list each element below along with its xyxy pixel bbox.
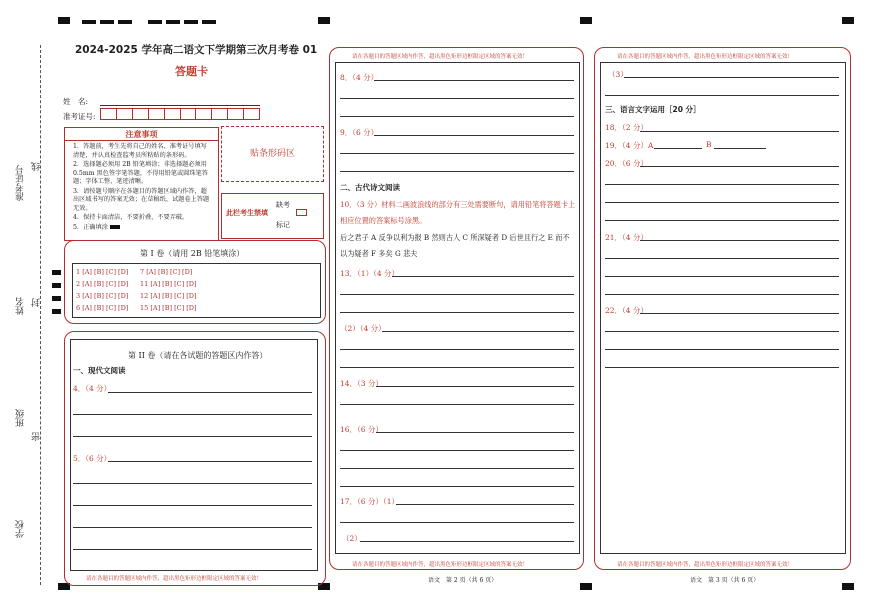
answer-line[interactable] [605, 331, 839, 332]
answer-line[interactable] [605, 276, 839, 277]
page-subtitle: 答题卡 [175, 65, 208, 78]
choice-row[interactable]: 2 [A] [B] [C] [D] [76, 280, 129, 288]
registration-mark [318, 17, 330, 24]
choice-row[interactable]: 12 [A] [B] [C] [D] [140, 292, 197, 300]
answer-line[interactable] [73, 549, 312, 550]
registration-mark [58, 17, 70, 24]
question-17-1-label: 17．（6 分）（1） [340, 497, 399, 506]
notes-item: 1．答题前，考生先将自己的姓名、准考证号填写清楚，并认真检查监考员所粘贴的条形码。 [73, 143, 207, 159]
registration-mark [52, 270, 61, 275]
answer-line-a[interactable] [654, 148, 702, 149]
answer-line[interactable] [340, 349, 574, 350]
answer-line[interactable] [396, 504, 574, 505]
registration-mark [842, 583, 854, 590]
registration-mark [52, 296, 61, 301]
answer-line[interactable] [640, 240, 839, 241]
registration-mark [580, 583, 592, 590]
answer-line[interactable] [340, 367, 574, 368]
answer-line[interactable] [340, 468, 574, 469]
registration-mark [52, 309, 61, 314]
answer-line[interactable] [374, 80, 574, 81]
answer-line[interactable] [340, 98, 574, 99]
registration-mark [842, 17, 854, 24]
barcode-area [221, 126, 324, 182]
answer-line[interactable] [605, 220, 839, 221]
answer-line[interactable] [340, 522, 574, 523]
section-classical-reading: 二、古代诗文阅读 [340, 183, 400, 192]
answer-line[interactable] [340, 486, 574, 487]
warning-text: 请在各题目的答题区域内作答，超出黑色矩形边框限定区域的答案无效！ [617, 54, 794, 60]
warning-text: 请在各题目的答题区域内作答，超出黑色矩形边框限定区域的答案无效！ [617, 562, 794, 568]
warning-text: 请在各题目的答题区域内作答，超出黑色矩形边框限定区域的答案无效！ [86, 576, 263, 582]
page-footer: 语文 第 2 页（共 6 页） [428, 577, 498, 584]
question-22-label: 22．（4 分） [605, 306, 648, 315]
answer-line[interactable] [605, 184, 839, 185]
notes-item: 2．选择题必须用 2B 铅笔填涂；非选择题必须用 0.5mm 黑色签字笔答题，不得用铅笔或圆珠笔答题；字体工整、笔迹清晰。 [73, 161, 208, 185]
answer-line[interactable] [605, 367, 839, 368]
question-16-3-label: （3） [608, 70, 628, 79]
answer-line[interactable] [73, 505, 312, 506]
choice-row[interactable]: 11 [A] [B] [C] [D] [140, 280, 197, 288]
answer-line[interactable] [73, 527, 312, 528]
choice-row[interactable]: 6 [A] [B] [C] [D] [76, 304, 129, 312]
answer-line[interactable] [640, 131, 839, 132]
answer-line[interactable] [605, 349, 839, 350]
question-10-sequence[interactable]: 后之君子 A 反争以利为报 B 然则古人 C 所深疑者 D 后世且行之 E 而不以为疑者 F 多矣 G 悲夫 [340, 233, 570, 258]
side-label-line: 线 [32, 162, 42, 171]
answer-line[interactable] [376, 432, 574, 433]
side-label-school: 学校 [16, 520, 26, 538]
binding-line [40, 45, 41, 585]
registration-mark [184, 20, 198, 24]
choice-row[interactable]: 3 [A] [B] [C] [D] [76, 292, 129, 300]
question-18-label: 18．（2 分） [605, 123, 648, 132]
answer-line[interactable] [340, 171, 574, 172]
question-20-label: 20．（6 分） [605, 159, 648, 168]
question-13-1-label: 13．（1）（4 分） [340, 269, 399, 278]
absent-box [221, 193, 324, 239]
answer-line[interactable] [624, 77, 839, 78]
registration-mark [580, 17, 592, 24]
side-label-seal: 封 [32, 298, 42, 307]
answer-line[interactable] [73, 414, 312, 415]
answer-line[interactable] [374, 135, 574, 136]
question-19-b-label: B [706, 140, 712, 149]
side-label-fold: 密 [32, 432, 42, 441]
answer-line[interactable] [392, 276, 574, 277]
answer-line[interactable] [340, 312, 574, 313]
answer-line[interactable] [340, 450, 574, 451]
notes-title: 注意事项 [65, 128, 218, 141]
name-field[interactable] [100, 105, 260, 106]
notes-item: 3．请按题号顺序在各题目的答题区域内作答，超出区域书写的答案无效；在草稿纸、试题卷上答题无效。 [73, 187, 210, 212]
notes-item: 4．保持卡面清洁，不要折叠、不要弄破。 [73, 214, 189, 221]
answer-line[interactable] [382, 331, 574, 332]
answer-line[interactable] [605, 95, 839, 96]
name-label: 姓 名: [63, 97, 89, 106]
warning-text: 请在各题目的答题区域内作答，超出黑色矩形边框限定区域的答案无效！ [352, 562, 529, 568]
answer-line[interactable] [640, 166, 839, 167]
answer-line[interactable] [340, 153, 574, 154]
question-9-label: 9．（6 分） [340, 128, 379, 137]
answer-line[interactable] [605, 258, 839, 259]
part1-title: 第 I 卷（请用 2B 铅笔填涂） [140, 249, 245, 258]
question-10-text: 10．（3 分）材料二画波浪线的部分有三处需要断句，请用铅笔将答题卡上相应位置的答案标号涂黑。 [340, 200, 576, 225]
barcode-area-label: 贴条形码区 [249, 149, 295, 159]
warning-text: 请在各题目的答题区域内作答，超出黑色矩形边框限定区域的答案无效！ [352, 54, 529, 60]
registration-mark [202, 20, 216, 24]
absent-label: 此栏考生禁填 [226, 208, 268, 217]
exam-no-label: 准考证号: [63, 112, 96, 121]
registration-mark [166, 20, 180, 24]
answer-line-b[interactable] [714, 148, 766, 149]
notes-box [64, 127, 219, 241]
registration-mark [100, 20, 114, 24]
registration-mark [52, 283, 61, 288]
choice-row[interactable]: 15 [A] [B] [C] [D] [140, 304, 197, 312]
choice-row[interactable]: 1 [A] [B] [C] [D] [76, 268, 129, 276]
answer-line[interactable] [73, 483, 312, 484]
answer-line[interactable] [340, 404, 574, 405]
side-label-class: 班级 [16, 409, 26, 427]
answer-line[interactable] [108, 392, 312, 393]
answer-line[interactable] [360, 541, 574, 542]
answer-line[interactable] [605, 202, 839, 203]
side-label-name: 姓名 [16, 297, 26, 315]
registration-mark [82, 20, 96, 24]
choice-row[interactable]: 7 [A] [B] [C] [D] [140, 268, 193, 276]
filled-bubble-example [110, 225, 120, 229]
question-14-label: 14．（3 分） [340, 379, 383, 388]
question-16-label: 16．（6 分） [340, 425, 383, 434]
question-19-label: 19．（4 分）A [605, 141, 654, 150]
question-17-2-label: （2） [342, 534, 362, 543]
notes-item: 5．正确填涂 [73, 224, 213, 233]
absent-mark-label: 标记 [276, 221, 290, 229]
section-modern-reading: 一、现代文阅读 [73, 366, 126, 375]
exam-no-boxes[interactable] [100, 108, 260, 120]
page-footer: 语文 第 3 页（共 6 页） [690, 577, 760, 584]
answer-line[interactable] [108, 461, 312, 462]
answer-line[interactable] [340, 116, 574, 117]
question-8-label: 8．（4 分） [340, 73, 379, 82]
answer-line[interactable] [73, 436, 312, 437]
answer-line[interactable] [340, 294, 574, 295]
absent-missing-label: 缺考 [276, 201, 290, 209]
answer-line[interactable] [376, 386, 574, 387]
side-label-exam-no: 准考证号 [16, 165, 26, 201]
question-21-label: 21．（4 分） [605, 233, 648, 242]
question-5-label: 5．（6 分） [73, 454, 112, 463]
page-title: 2024-2025 学年高二语文下学期第三次月考卷 01 [75, 44, 318, 56]
absent-checkbox[interactable] [296, 209, 307, 216]
answer-line[interactable] [640, 313, 839, 314]
answer-line[interactable] [605, 294, 839, 295]
part2-title: 第 II 卷（请在各试题的答题区内作答） [128, 351, 268, 360]
registration-mark [118, 20, 132, 24]
question-4-label: 4．（4 分） [73, 384, 112, 393]
registration-mark [148, 20, 162, 24]
question-13-2-label: （2）（4 分） [340, 324, 386, 333]
section-language-use: 三、语言文字运用［20 分］ [605, 105, 701, 114]
